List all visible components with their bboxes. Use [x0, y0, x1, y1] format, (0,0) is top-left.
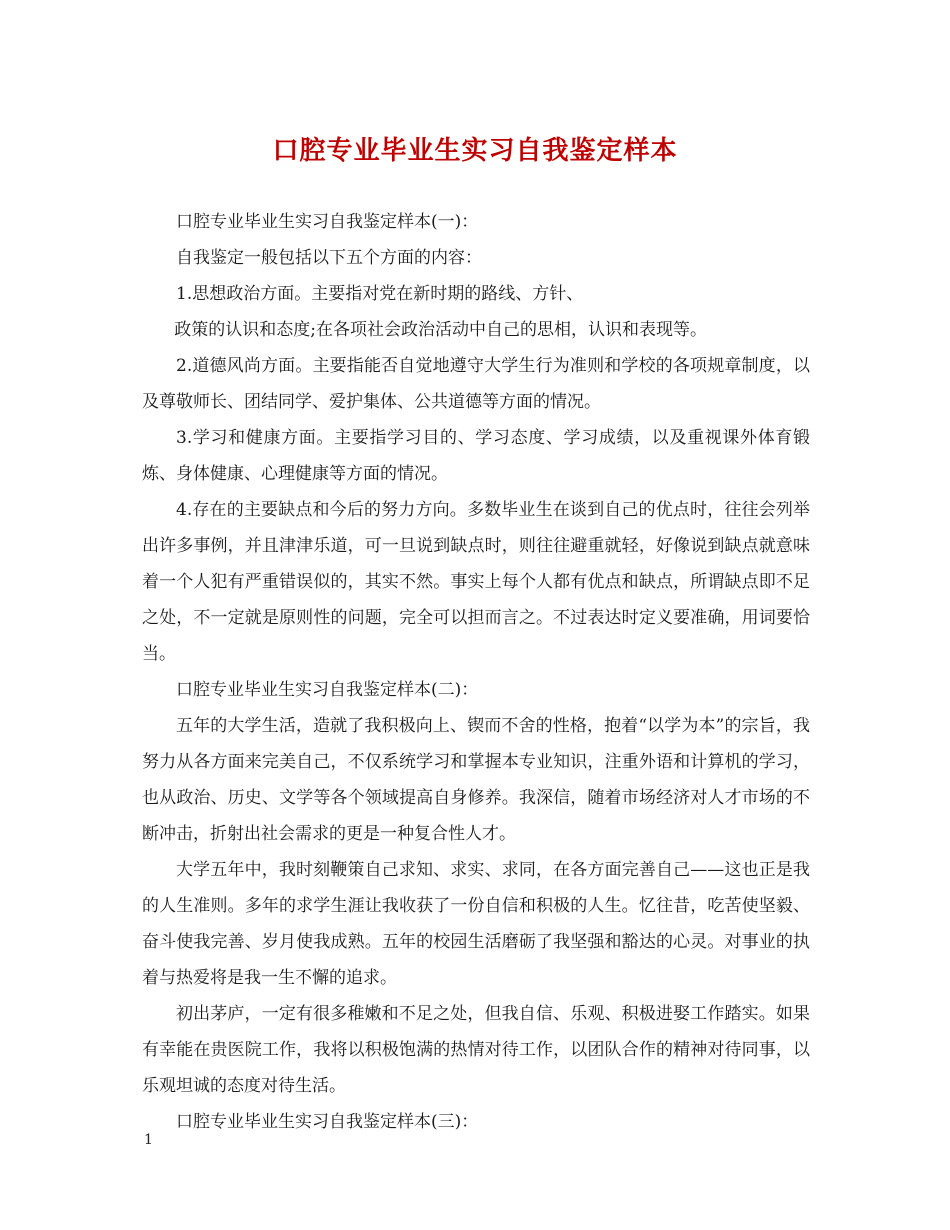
paragraph: 1.思想政治方面。主要指对党在新时期的路线、方针、: [176, 284, 584, 304]
paragraph: 口腔专业毕业生实习自我鉴定样本(一)：: [176, 212, 479, 232]
paragraph: 政策的认识和态度;在各项社会政治活动中自己的思相，认识和表现等。: [174, 320, 708, 340]
paragraph: 4.存在的主要缺点和今后的努力方向。多数毕业生在谈到自己的优点时，往往会列举出许多事例，并且津津乐道，可一旦说到缺点时，则往往避重就轻，好像说到缺点就意味着一个人犯有严重错误似的，其实不然。事实上每个人都有优点和缺点，所谓缺点即不足之处，不一定就是原则性的问题，完全可以担而言之。不过表达时定义要准确，用词要恰当。: [142, 500, 810, 664]
paragraph: 口腔专业毕业生实习自我鉴定样本(二)：: [176, 680, 479, 700]
paragraph: 大学五年中，我时刻鞭策自己求知、求实、求同，在各方面完善自己——这也正是我的人生准则。多年的求学生涯让我收获了一份自信和积极的人生。忆往昔，吃苦使坚毅、奋斗使我完善、岁月使我成熟。五年的校园生活磨砺了我坚强和豁达的心灵。对事业的执着与热爱将是我一生不懈的追求。: [142, 860, 810, 988]
paragraph: 2.道德风尚方面。主要指能否自觉地遵守大学生行为准则和学校的各项规章制度，以及尊敬师长、团结同学、爱护集体、公共道德等方面的情况。: [142, 356, 810, 412]
page-number: 1: [144, 1132, 153, 1148]
paragraph: 口腔专业毕业生实习自我鉴定样本(三)：: [176, 1112, 479, 1132]
paragraph: 3.学习和健康方面。主要指学习目的、学习态度、学习成绩，以及重视课外体育锻炼、身体健康、心理健康等方面的情况。: [142, 428, 810, 484]
paragraph: 自我鉴定一般包括以下五个方面的内容：: [176, 248, 482, 268]
paragraph: 初出茅庐，一定有很多稚嫩和不足之处，但我自信、乐观、积极进娶工作踏实。如果有幸能在贵医院工作，我将以积极饱满的热情对待工作，以团队合作的精神对待同事，以乐观坦诚的态度对待生活。: [142, 1004, 810, 1096]
paragraph: 五年的大学生活，造就了我积极向上、锲而不舍的性格，抱着“以学为本”的宗旨，我努力从各方面来完美自己，不仅系统学习和掌握本专业知识，注重外语和计算机的学习，也从政治、历史、文学等各个领域提高自身修养。我深信，随着市场经济对人才市场的不断冲击，折射出社会需求的更是一种复合性人才。: [142, 716, 810, 844]
document-body: [142, 204, 810, 1140]
document-title: 口腔专业毕业生实习自我鉴定样本: [272, 136, 678, 166]
